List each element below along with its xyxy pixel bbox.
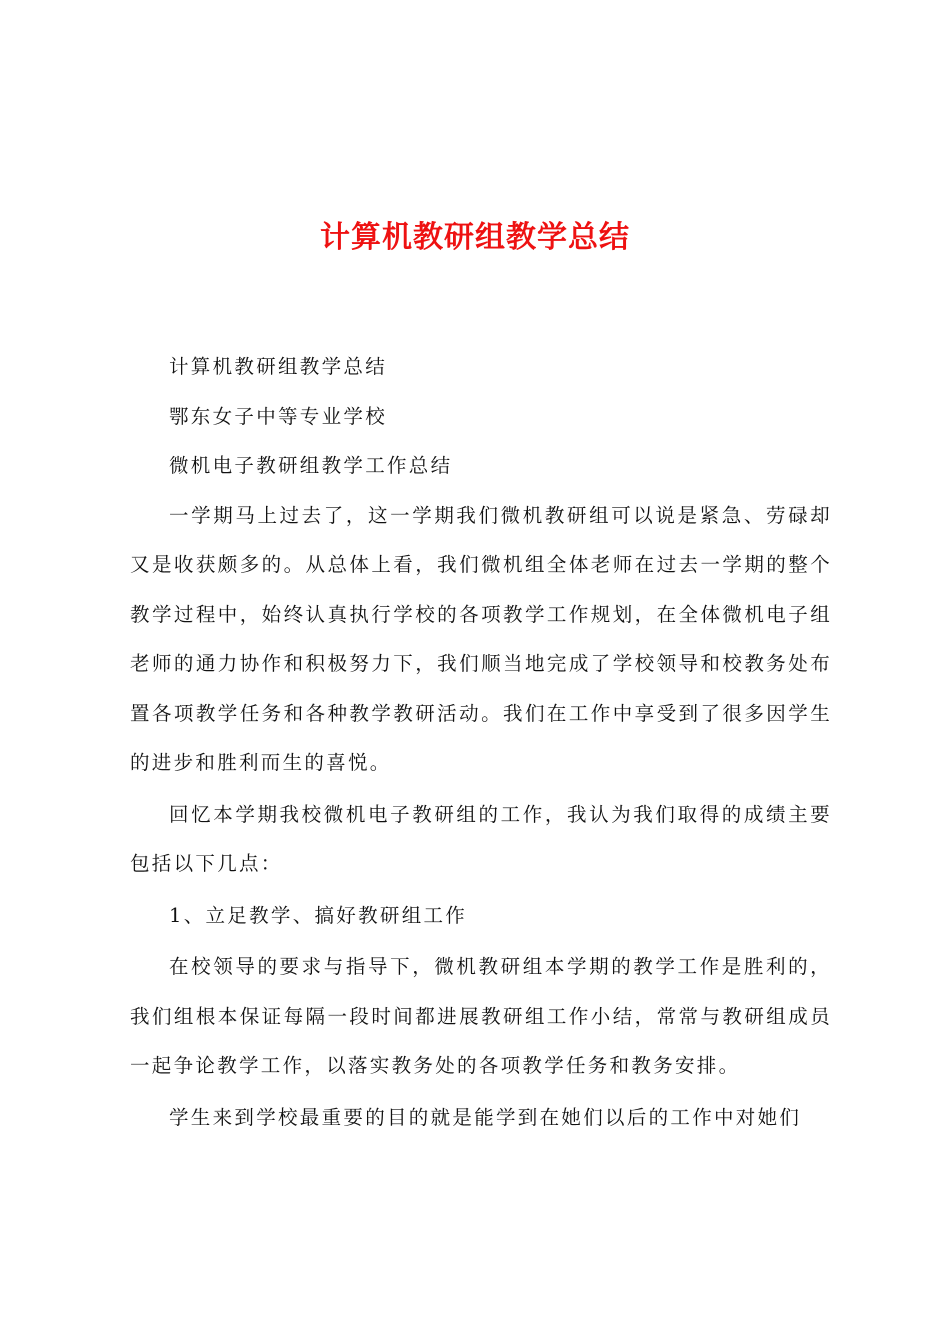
document-title: 计算机教研组教学总结	[320, 220, 630, 255]
paragraph-intro: 一学期马上过去了，这一学期我们微机教研组可以说是紧急、劳碌却又是收获颇多的。从总体上看，我们微机组全体老师在过去一学期的整个教学过程中，始终认真执行学校的各项教学工作规划，在全体微机电子组老师的通力协作和积极努力下，我们顺当地完成了学校领导和校教务处布置各项教学任务和各种教学教研活动。我们在工作中享受到了很多因学生的进步和胜利而生的喜悦。	[130, 503, 832, 774]
paragraph-school-name: 鄂东女子中等专业学校	[169, 404, 388, 428]
paragraph-subtitle: 微机电子教研组教学工作总结	[169, 454, 453, 477]
paragraph-heading: 计算机教研组教学总结	[169, 355, 388, 378]
paragraph-section-1-heading: 1、立足教学、搞好教研组工作	[169, 903, 468, 927]
paragraph-section-1-body: 在校领导的要求与指导下，微机教研组本学期的教学工作是胜利的，我们组根本保证每隔一段时间都进展教研组工作小结，常常与教研组成员一起争论教学工作，以落实教务处的各项教学任务和教务安排。	[130, 955, 832, 1077]
paragraph-students: 学生来到学校最重要的目的就是能学到在她们以后的工作中对她们	[169, 1105, 802, 1129]
document-body	[130, 342, 832, 1142]
paragraph-review: 回忆本学期我校微机电子教研组的工作，我认为我们取得的成绩主要包括以下几点：	[130, 802, 832, 875]
